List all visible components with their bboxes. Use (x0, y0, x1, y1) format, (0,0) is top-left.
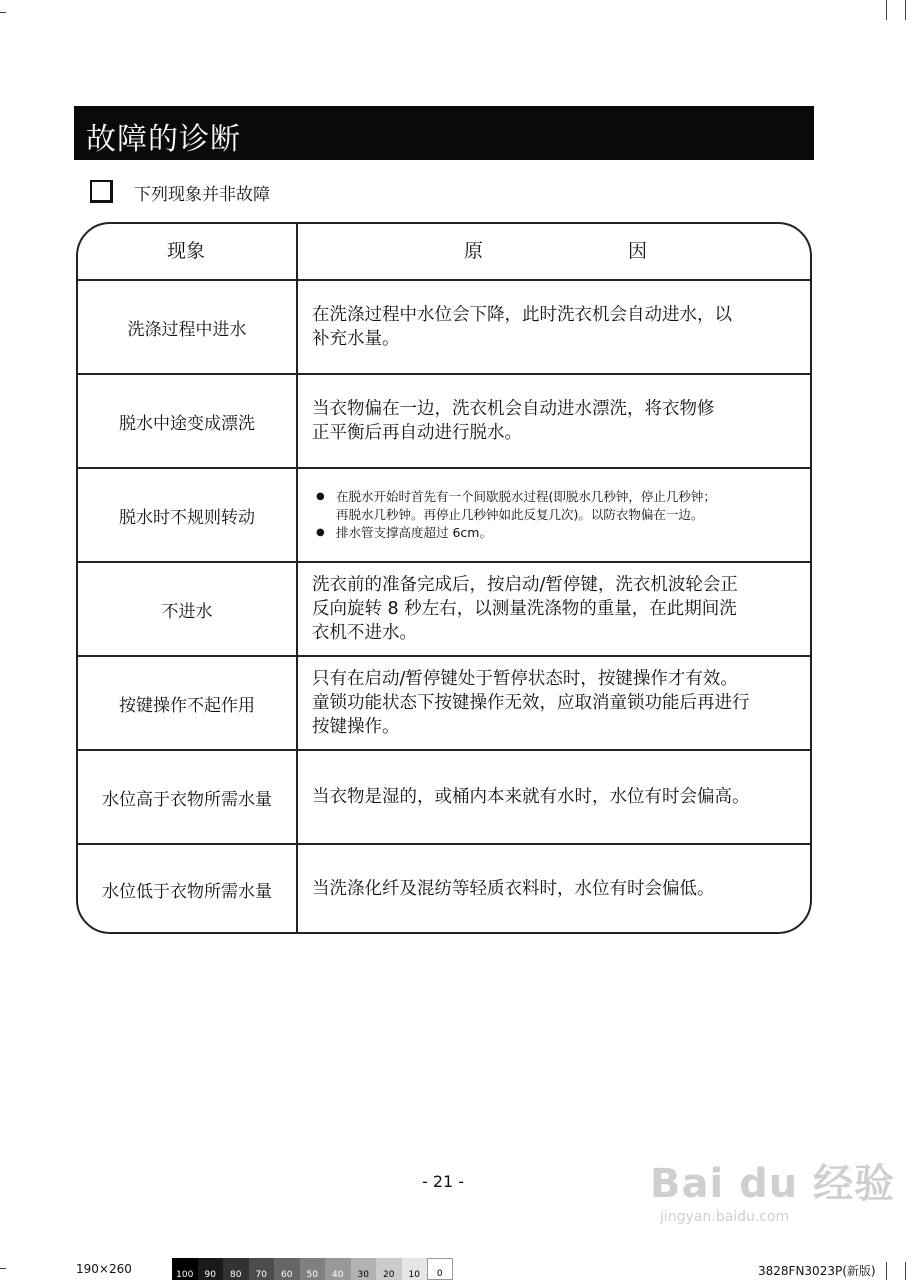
crop-mark (886, 0, 887, 20)
crop-mark (0, 1268, 6, 1269)
footer-model-code: 3828FN3023P(新版) (758, 1264, 876, 1278)
watermark (650, 1152, 895, 1225)
cause-text: 只有在启动/暂停键处于暂停状态时，按键操作才有效。 童锁功能状态下按键操作无效，应取消童锁功能后再进行 按键操作。 (312, 669, 750, 737)
gray-swatch: 40 (325, 1258, 351, 1280)
symptom-cell: 不进水 (161, 601, 213, 622)
header-cause-char-2: 因 (628, 240, 648, 262)
symptom-cell: 脱水中途变成漂洗 (119, 413, 255, 434)
header-cause-char-1: 原 (464, 240, 484, 262)
checkbox-square-icon (90, 180, 113, 203)
symptom-cell: 水位高于衣物所需水量 (102, 789, 272, 810)
cause-cell (312, 563, 802, 655)
cause-cell (312, 751, 802, 843)
gray-swatch: 100 (172, 1258, 198, 1280)
symptom-cell: 按键操作不起作用 (119, 695, 255, 716)
symptom-cell: 洗涤过程中进水 (127, 319, 247, 340)
bullet-list (316, 488, 716, 542)
cause-text: 洗衣前的准备完成后，按启动/暂停键，洗衣机波轮会正 反向旋转 8 秒左右，以测量洗涤物的重量，在此期间洗 衣机不进水。 (312, 575, 738, 643)
bullet-icon: ● (316, 527, 325, 538)
list-item (316, 524, 716, 542)
bullet-icon: ● (316, 491, 325, 502)
page-title: 故障的诊断 (86, 122, 241, 157)
gray-swatch: 60 (274, 1258, 300, 1280)
bullet-text: 排水管支撑高度超过 6cm。 (336, 525, 492, 540)
cause-text: 在洗涤过程中水位会下降，此时洗衣机会自动进水，以 补充水量。 (312, 305, 732, 349)
cause-cell (312, 657, 802, 749)
crop-mark (905, 1262, 906, 1280)
crop-mark (905, 0, 906, 20)
gray-swatch: 20 (376, 1258, 402, 1280)
gray-swatch: 80 (223, 1258, 249, 1280)
page-number: - 21 - (422, 1172, 465, 1191)
cause-text: 当洗涤化纤及混纺等轻质衣料时，水位有时会偏低。 (312, 879, 715, 899)
cause-cell (312, 375, 802, 467)
symptom-cell: 脱水时不规则转动 (119, 507, 255, 528)
diagnosis-table (76, 222, 812, 934)
header-symptom: 现象 (167, 240, 206, 262)
bullet-text: 在脱水开始时首先有一个间歇脱水过程(即脱水几秒钟，停止几秒钟； 再脱水几秒钟。再停止几秒钟如此反复几次)。以防衣物偏在一边。 (336, 489, 716, 522)
watermark-url: jingyan.baidu.com (660, 1209, 790, 1225)
symptom-cell: 水位低于衣物所需水量 (102, 881, 272, 902)
crop-mark (886, 1262, 887, 1280)
gray-swatch: 30 (351, 1258, 377, 1280)
title-bar (74, 106, 814, 160)
crop-mark (0, 12, 6, 13)
section-label: 下列现象并非故障 (134, 185, 270, 205)
cause-text: 当衣物是湿的，或桶内本来就有水时，水位有时会偏高。 (312, 787, 750, 807)
cause-cell (312, 281, 802, 373)
footer-size: 190×260 (76, 1262, 132, 1276)
cause-text: 当衣物偏在一边，洗衣机会自动进水漂洗，将衣物修 正平衡后再自动进行脱水。 (312, 399, 715, 443)
column-divider (296, 224, 298, 932)
watermark-logo-text: Bai du 经验 (650, 1161, 896, 1207)
cause-cell (312, 845, 802, 933)
gray-swatch: 10 (402, 1258, 428, 1280)
gray-swatch: 90 (198, 1258, 224, 1280)
grayscale-bar (172, 1258, 453, 1280)
cause-cell (316, 469, 806, 561)
list-item (316, 488, 716, 524)
gray-swatch: 50 (300, 1258, 326, 1280)
gray-swatch: 70 (249, 1258, 275, 1280)
gray-swatch: 0 (427, 1258, 453, 1280)
